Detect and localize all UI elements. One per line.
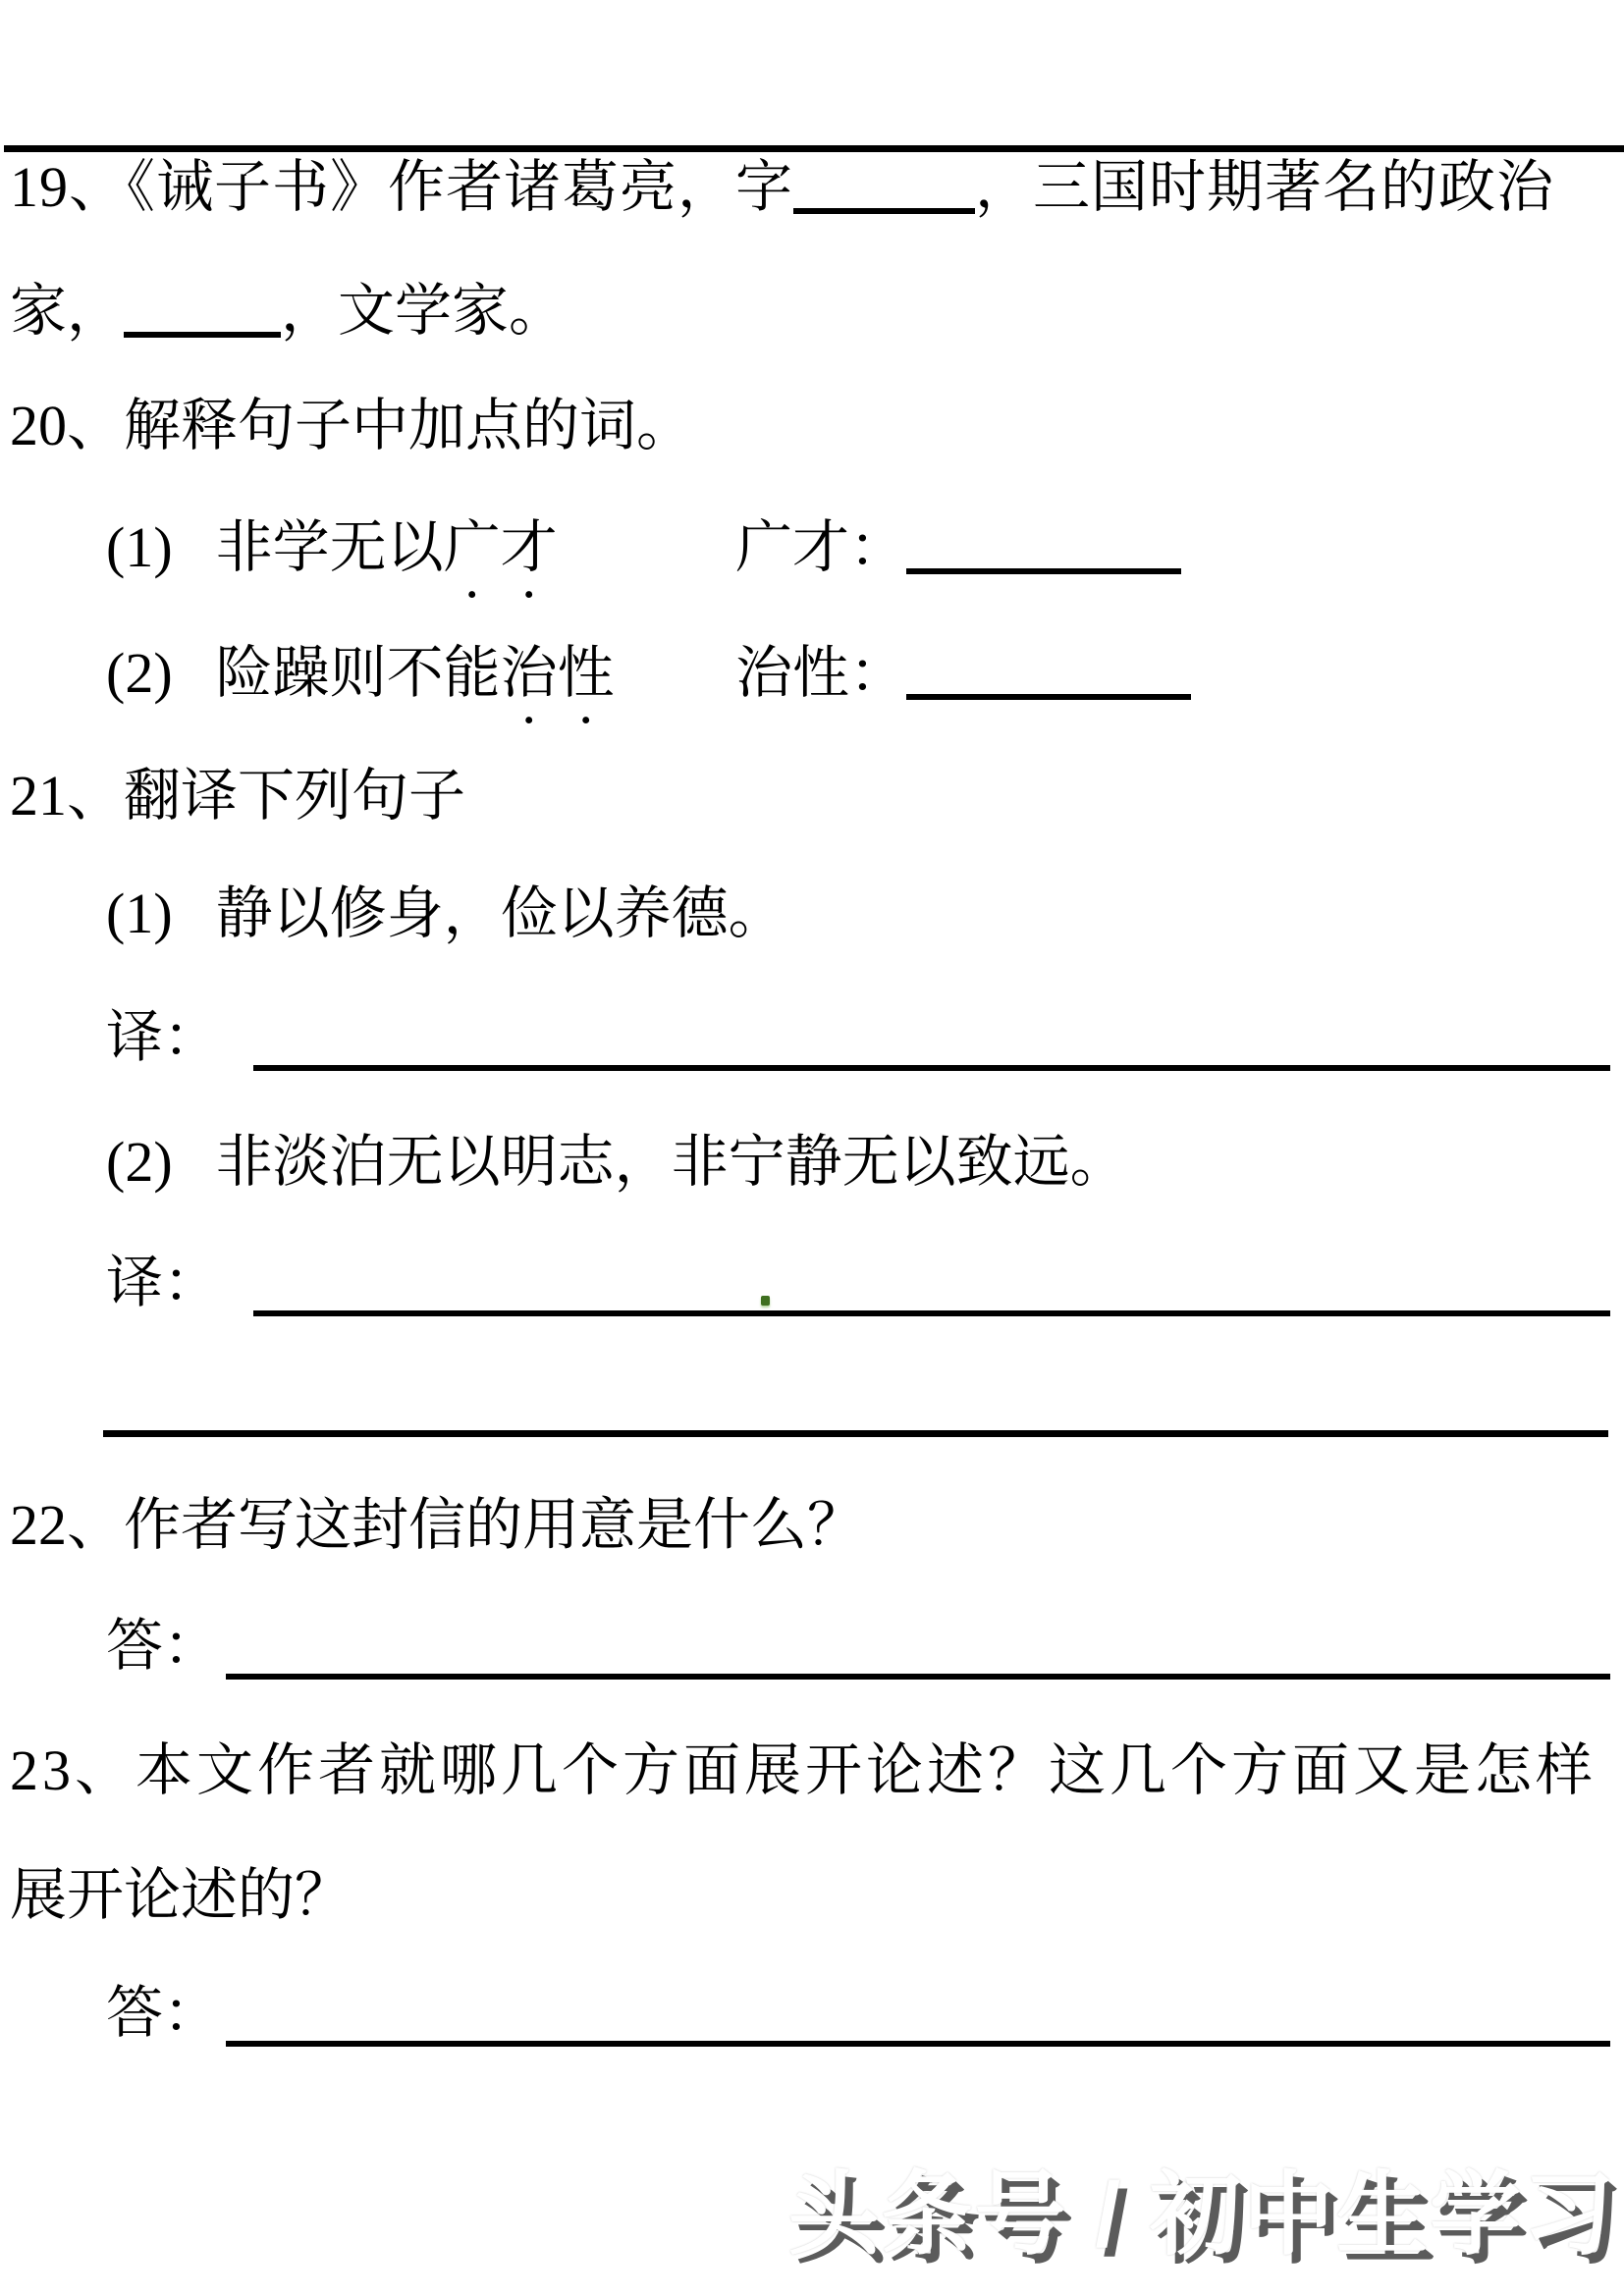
question-21-item-2 [106, 1127, 1127, 1198]
term-label: 治性： [735, 641, 907, 705]
dotted-emphasis-word: 治性 [500, 641, 615, 705]
term-label: 广才： [735, 515, 907, 579]
fill-blank-q19-zi [793, 208, 975, 214]
term-definition-group [735, 638, 1191, 709]
question-19-number: 19、 [10, 155, 128, 219]
fill-blank-guangcai [906, 568, 1181, 574]
answer-label: 答： [106, 1614, 221, 1678]
question-20-item-2 [106, 638, 907, 709]
question-21-number: 21、 [10, 764, 125, 828]
answer-label: 答： [106, 1981, 221, 2045]
fill-blank-q19-role [124, 332, 281, 338]
item-marker: (1) [106, 881, 173, 945]
translation-answer-line-1 [106, 1002, 1610, 1073]
q22-answer-line [106, 1611, 1610, 1682]
sentence-text: 非淡泊无以明志，非宁静无以致远。 [215, 1130, 1127, 1194]
sentence-text: 静以修身，俭以养德。 [215, 881, 785, 945]
item-marker: (2) [106, 1130, 173, 1194]
dotted-emphasis-word: 广才 [443, 515, 558, 579]
question-23-number: 23、 [10, 1738, 136, 1802]
question-19-text-pre: 《诫子书》作者诸葛亮，字 [127, 155, 794, 219]
question-23-title-line-1 [10, 1735, 1597, 1806]
q23-answer-line [106, 1978, 1610, 2049]
answer-underline [253, 1310, 1610, 1316]
item-marker: (2) [106, 641, 173, 705]
fill-blank-zhixing [906, 694, 1191, 700]
answer-continuation-line [103, 1430, 1608, 1437]
question-22-number: 22、 [10, 1493, 125, 1557]
sentence-text: 险躁则不能 [215, 641, 501, 705]
question-21-title [10, 761, 465, 831]
top-rule [4, 145, 1624, 152]
answer-underline [226, 1674, 1610, 1680]
question-20-title-text: 解释句子中加点的词。 [124, 394, 694, 457]
question-19-line-1 [10, 152, 1554, 223]
question-23-title-text-2: 展开论述的？ [10, 1863, 352, 1927]
question-21-title-text: 翻译下列句子 [124, 764, 466, 828]
question-22-title [10, 1490, 864, 1561]
question-19-line-2 [10, 276, 566, 347]
term-definition-group [735, 512, 1181, 583]
question-19-line2-pre: 家， [10, 279, 125, 343]
question-23-title-text-1: 本文作者就哪几个方面展开论述？这几个方面又是怎样 [135, 1738, 1597, 1802]
watermark: 头条号 / 初中生学习 [787, 2163, 1616, 2266]
answer-label: 译： [106, 1005, 221, 1069]
question-19-text-post: ，三国时期著名的政治 [975, 155, 1555, 219]
question-21-item-1 [106, 879, 785, 949]
question-19-line2-post: ，文学家。 [281, 279, 567, 343]
answer-underline [226, 2041, 1610, 2047]
question-20-title [10, 391, 693, 461]
question-20-number: 20、 [10, 394, 125, 457]
question-23-title-line-2 [10, 1860, 352, 1931]
item-marker: (1) [106, 515, 173, 579]
answer-underline [253, 1065, 1610, 1071]
sentence-text: 非学无以 [215, 515, 444, 579]
translation-answer-line-2 [106, 1248, 1610, 1318]
green-tick-mark [761, 1296, 770, 1306]
question-22-title-text: 作者写这封信的用意是什么？ [124, 1493, 865, 1557]
question-20-item-1 [106, 512, 907, 583]
answer-label: 译： [106, 1251, 221, 1314]
